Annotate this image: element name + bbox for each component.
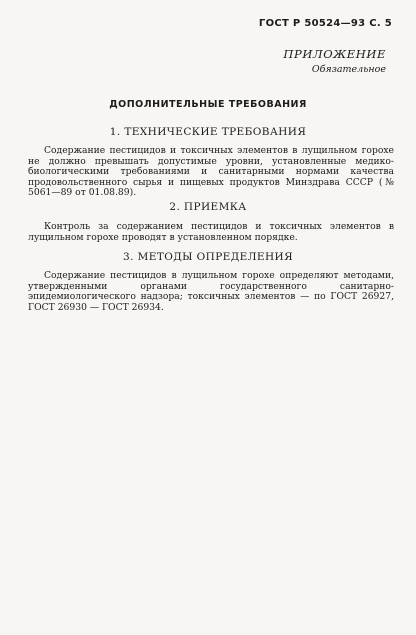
section-body-text: Содержание пестицидов и токсичных элементов в лущильном горохе не должно превышать допустимые уровни, установленные медико-биологическими требованиями и санитарными нормами качества продовольственного сырья и пищевых продуктов Минздрава СССР (№ 5061—89 от 01.08.89).	[28, 145, 394, 199]
appendix-title: ПРИЛОЖЕНИЕ	[283, 47, 386, 61]
page-header-standard-number: ГОСТ Р 50524—93 С. 5	[258, 18, 392, 29]
section-text-technical-requirements	[28, 146, 394, 199]
appendix-label-block	[283, 46, 386, 78]
section-text-acceptance	[28, 222, 394, 243]
section-heading-acceptance: 2. ПРИЕМКА	[169, 201, 247, 213]
document-title: ДОПОЛНИТЕЛЬНЫЕ ТРЕБОВАНИЯ	[109, 99, 307, 110]
appendix-status: Обязательное	[311, 64, 386, 75]
section-body-text: Контроль за содержанием пестицидов и токсичных элементов в лущильном горохе проводят в установленном порядке.	[28, 221, 394, 243]
section-heading-technical-requirements: 1. ТЕХНИЧЕСКИЕ ТРЕБОВАНИЯ	[109, 126, 307, 138]
section-text-methods	[28, 271, 394, 313]
section-body-text: Содержание пестицидов в лущильном горохе определяют методами, утвержденными органами государственного санитарно-эпидемиологического надзора; токсичных элементов — по ГОСТ 26927, ГОСТ 26930 — ГОСТ 26934.	[28, 270, 394, 313]
section-heading-methods: 3. МЕТОДЫ ОПРЕДЕЛЕНИЯ	[123, 251, 293, 263]
